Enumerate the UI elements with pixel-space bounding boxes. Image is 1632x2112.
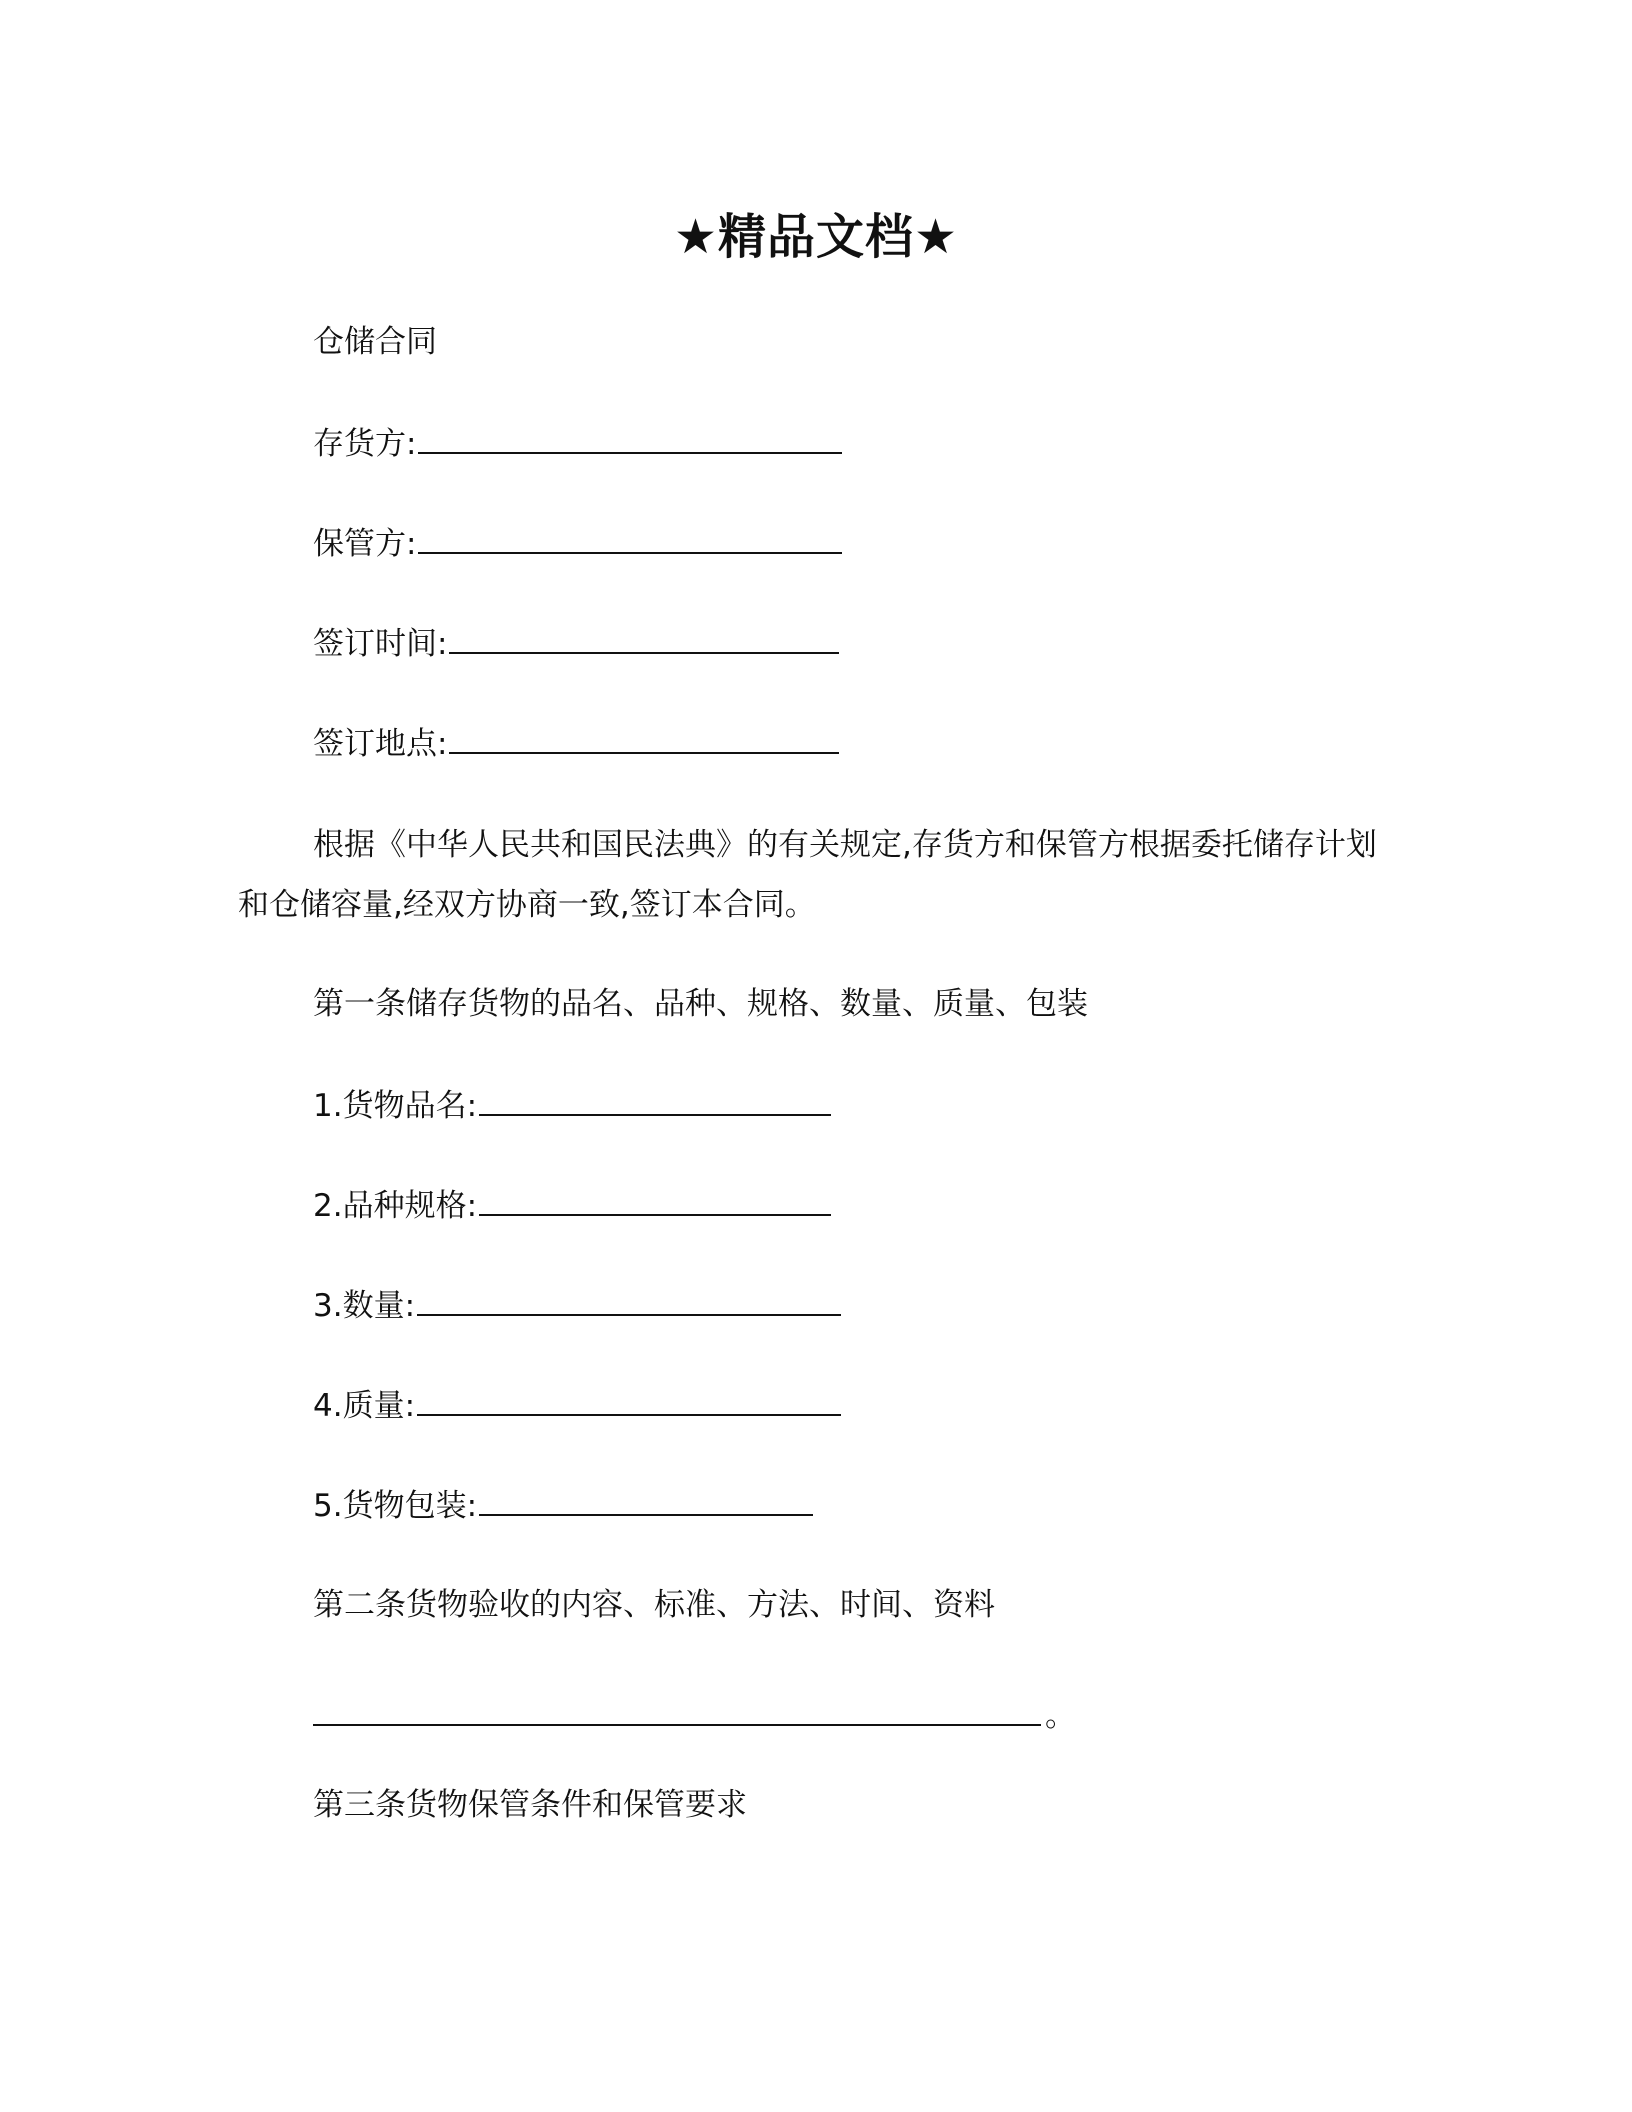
goods-name-blank (479, 1084, 831, 1116)
sign-place-field (313, 722, 839, 764)
goods-spec-label: 2.品种规格: (313, 1188, 478, 1224)
article2-end-mark: 。 (1045, 1698, 1076, 1734)
article3-heading: 第三条货物保管条件和保管要求 (313, 1787, 747, 1823)
goods-packaging-field (313, 1484, 813, 1526)
keeper-label: 保管方: (313, 526, 417, 562)
depositor-blank (418, 422, 842, 454)
sign-place-label: 签订地点: (313, 726, 448, 762)
goods-name-field (313, 1084, 831, 1126)
sign-time-field (313, 622, 839, 664)
sign-place-blank (449, 722, 839, 754)
keeper-blank (418, 522, 842, 554)
goods-quantity-blank (417, 1284, 841, 1316)
goods-packaging-label: 5.货物包装: (313, 1488, 478, 1524)
keeper-field (313, 522, 842, 564)
contract-title: 仓储合同 (313, 324, 437, 360)
goods-quantity-label: 3.数量: (313, 1288, 416, 1324)
goods-quality-field (313, 1384, 841, 1426)
depositor-label: 存货方: (313, 426, 417, 462)
sign-time-blank (449, 622, 839, 654)
sign-time-label: 签订时间: (313, 626, 448, 662)
goods-spec-blank (479, 1184, 831, 1216)
goods-spec-field (313, 1184, 831, 1226)
header-title: ★精品文档★ (673, 209, 959, 265)
goods-quantity-field (313, 1284, 841, 1326)
goods-name-label: 1.货物品名: (313, 1088, 478, 1124)
depositor-field (313, 422, 842, 464)
article1-heading: 第一条储存货物的品名、品种、规格、数量、质量、包装 (313, 986, 1088, 1022)
article2-fill-line (313, 1694, 1076, 1736)
intro-paragraph: 根据《中华人民共和国民法典》的有关规定,存货方和保管方根据委托储存计划和仓储容量,经双方协商一致,签订本合同。 (238, 827, 1377, 923)
goods-quality-label: 4.质量: (313, 1388, 416, 1424)
goods-packaging-blank (479, 1484, 813, 1516)
goods-quality-blank (417, 1384, 841, 1416)
article2-heading: 第二条货物验收的内容、标准、方法、时间、资料 (313, 1587, 995, 1623)
article2-blank (313, 1694, 1041, 1726)
